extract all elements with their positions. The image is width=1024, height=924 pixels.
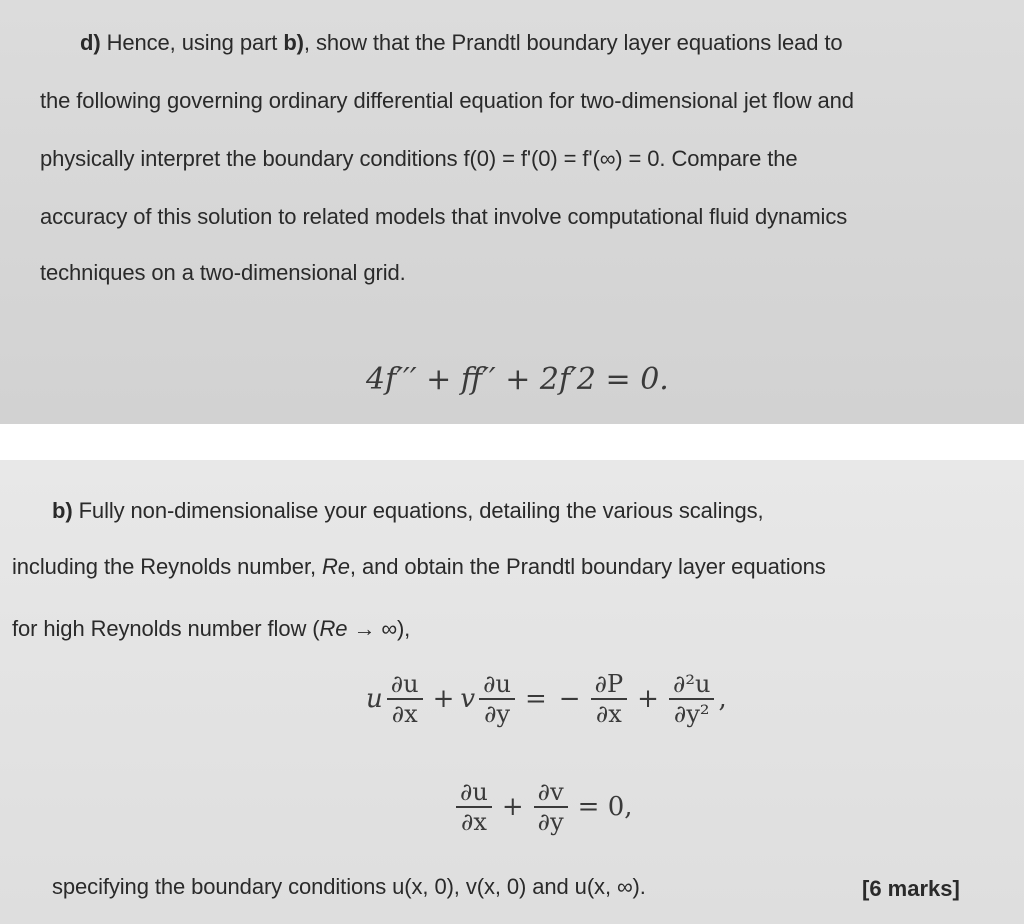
question-d-line-1-text: Hence, using part (100, 30, 284, 55)
reynolds-symbol-limit: Re (319, 616, 348, 641)
question-b-line-3 (12, 616, 410, 642)
question-b-panel (0, 460, 1024, 924)
question-d-panel (0, 0, 1024, 424)
frac-dv-dy-num: ∂v (534, 778, 568, 808)
momentum-equation (366, 670, 727, 728)
frac-dv-dy-den: ∂y (537, 808, 564, 836)
question-d-ref-b: b) (283, 30, 304, 55)
frac-du-dx-den: ∂x (391, 700, 418, 728)
frac-du-dx-num: ∂u (387, 670, 423, 700)
question-b-line-1 (52, 498, 764, 524)
eq2-equals-zero: = 0, (577, 792, 633, 822)
question-b-label: b) (52, 498, 73, 523)
continuity-equation (452, 778, 639, 836)
question-d-label: d) (80, 30, 101, 55)
frac-du-dy-num: ∂u (479, 670, 515, 700)
frac-du-dx-2-num: ∂u (456, 778, 492, 808)
reynolds-symbol: Re (321, 554, 350, 579)
question-d-line-1 (80, 30, 843, 56)
question-d-line-3: physically interpret the boundary conditions f(0) = f'(0) = f'(∞) = 0. Compare the (40, 146, 798, 171)
frac-d2u-dy2-den: ∂y² (673, 700, 710, 728)
eq1-u: u (366, 684, 383, 714)
frac-du-dy (479, 670, 515, 728)
question-b-line-2-pre: including the Reynolds number, (12, 554, 322, 579)
eq1-minus: − (558, 684, 581, 714)
question-d-line-5: techniques on a two-dimensional grid. (40, 260, 406, 285)
frac-dp-dx-den: ∂x (595, 700, 622, 728)
frac-d2u-dy2-num: ∂²u (669, 670, 715, 700)
question-b-line-3-post: → ∞), (347, 616, 411, 641)
question-d-line-4: accuracy of this solution to related models that involve computational fluid dynamics (40, 204, 848, 229)
frac-du-dx (387, 670, 423, 728)
frac-dp-dx-num: ∂P (591, 670, 628, 700)
eq1-plus-2: + (637, 684, 659, 714)
frac-dp-dx (591, 670, 628, 728)
question-b-line-2 (12, 554, 826, 580)
eq1-v: v (460, 684, 476, 714)
boundary-conditions-line: specifying the boundary conditions u(x, 0), v(x, 0) and u(x, ∞). (52, 874, 646, 899)
question-b-line-1-text: Fully non-dimensionalise your equations, detailing the various scalings, (72, 498, 764, 523)
question-b-line-3-pre: for high Reynolds number flow ( (12, 616, 320, 641)
eq1-equals: = (525, 684, 547, 714)
eq1-plus-1: + (432, 684, 455, 714)
frac-dv-dy (534, 778, 568, 836)
eq1-comma: , (718, 684, 727, 714)
frac-du-dy-den: ∂y (484, 700, 511, 728)
frac-d2u-dy2 (669, 670, 715, 728)
question-d-line-1-rest: , show that the Prandtl boundary layer equations lead to (303, 30, 843, 55)
question-d-line-2: the following governing ordinary differential equation for two-dimensional jet flow and (40, 88, 854, 113)
frac-du-dx-2 (456, 778, 492, 836)
frac-du-dx-2-den: ∂x (460, 808, 487, 836)
jet-flow-ode: 4f′′′ + ff′′ + 2f′2 = 0. (366, 362, 669, 397)
marks-label: [6 marks] (862, 876, 960, 901)
eq2-plus: + (501, 792, 524, 822)
question-b-line-2-post: , and obtain the Prandtl boundary layer equations (349, 554, 826, 579)
